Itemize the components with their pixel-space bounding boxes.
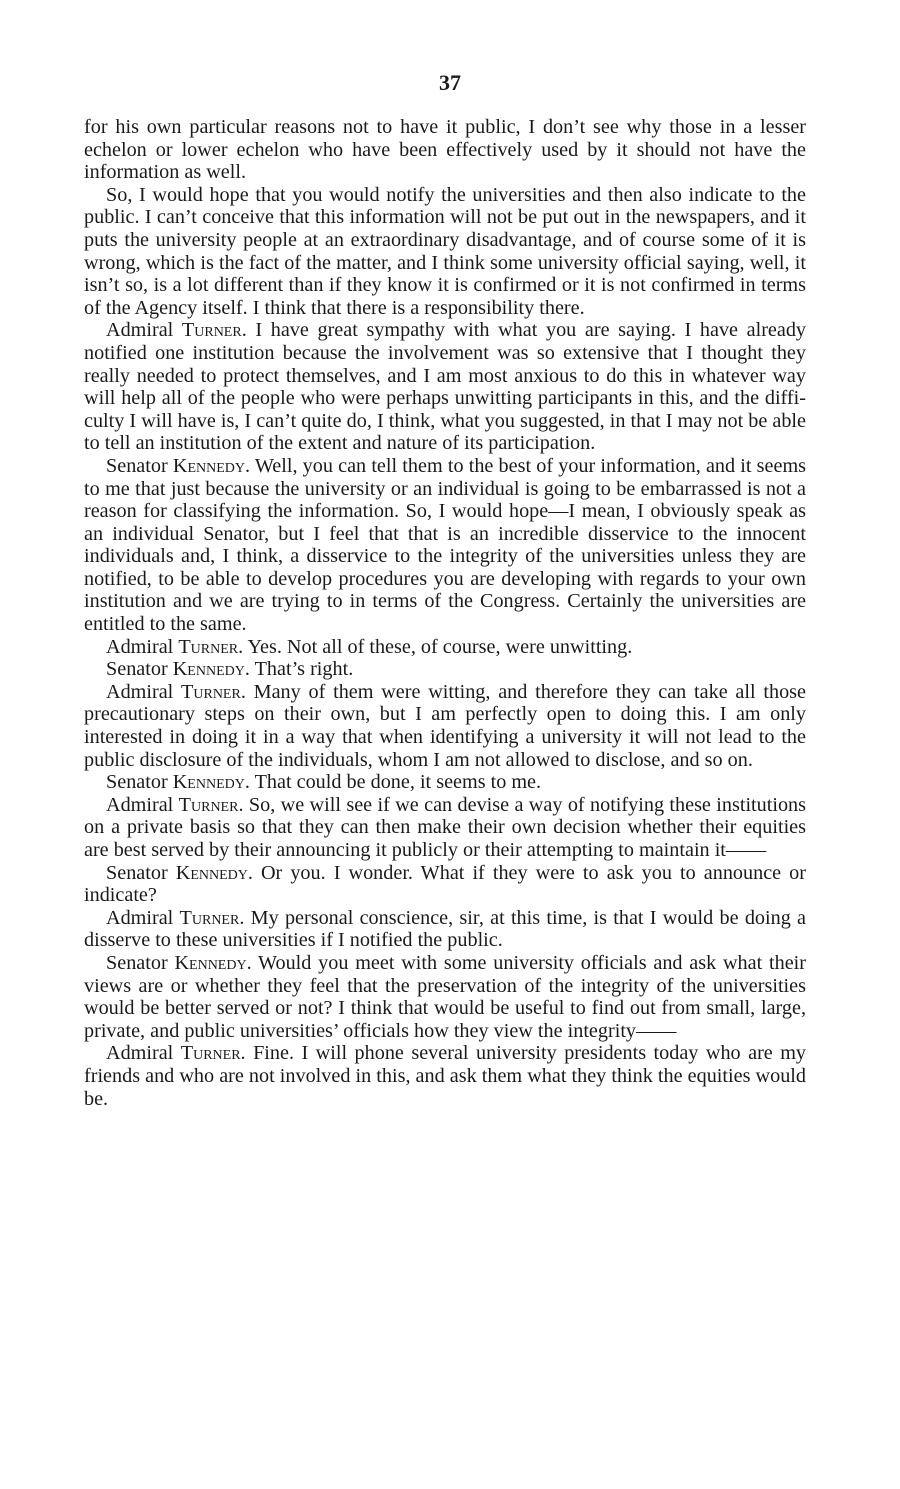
- paragraph: [84, 681, 806, 771]
- paragraph-text: Or you. I wonder. What if they were to ask you to announce or indicate?: [84, 861, 806, 907]
- speaker-title: Admiral: [106, 319, 174, 342]
- paragraph-text: My personal conscience, sir, at this time, is that I would be doing a disserve to these universities if I notified the public.: [84, 906, 807, 952]
- paragraph: [84, 658, 806, 681]
- paragraph-text: Yes. Not all of these, of course, were unwitting.: [247, 635, 633, 658]
- paragraph-text: Fine. I will phone several university presidents today who are my friends and who are not involved in this, and ask them what they think the equities would be.: [84, 1042, 807, 1110]
- speaker-title: Admiral: [106, 906, 174, 929]
- speaker-title: Admiral: [106, 793, 174, 816]
- speaker-title: Admiral: [106, 635, 174, 658]
- paragraph: [84, 319, 806, 455]
- speaker-name: Turner.: [181, 680, 246, 703]
- speaker-name: Turner.: [179, 906, 245, 929]
- paragraph: [84, 116, 806, 184]
- paragraph-text: Well, you can tell them to the best of your information, and it seems to me that just because the university or an individual is going to be embarrassed is not a reason for classifying the information. So, I would hope—I mean, I obviously speak as an individual Senator, but I feel that that is an incredible disservice to the innocent individuals and, I think, a disservice to the integrity of the universities unless they are notified, to be able to develop procedures you are developing with regards to your own institution and we are trying to in terms of the Congress. Certainly the universities are entitled to the same.: [84, 454, 807, 636]
- speaker-name: Turner.: [180, 1042, 246, 1065]
- paragraph-text: Would you meet with some university officials and ask what their views are or whether they feel that the preservation of the integrity of the universities would be better served or not? I think that would be useful to find out from small, large, private, and public universities’ officials how they view the integrity——: [84, 951, 806, 1042]
- paragraph-text: So, we will see if we can devise a way of notifying these institutions on a private basis so that they can then make their own decision whether their equities are best served by their announcing it publicly or their attempting to maintain it——: [84, 793, 807, 861]
- speaker-name: Turner.: [178, 635, 244, 658]
- speaker-name: Kennedy.: [172, 454, 251, 477]
- paragraph-text: That could be done, it seems to me.: [254, 771, 542, 794]
- speaker-title: Senator: [106, 951, 168, 974]
- paragraph: [84, 907, 806, 952]
- paragraph: [84, 455, 806, 636]
- speaker-title: Senator: [106, 861, 168, 884]
- paragraph-text: Many of them were witting, and therefore they can take all those precautionary steps on their own, but I am perfectly open to doing this. I am only interested in doing it in a way that when identifying a university it will not lead to the public disclosure of the individuals, whom I am not allowed to disclose, and so on.: [84, 680, 806, 771]
- paragraph-text: That’s right.: [254, 658, 354, 681]
- speaker-title: Senator: [106, 771, 168, 794]
- paragraph: [84, 1042, 806, 1110]
- paragraph: [84, 862, 806, 907]
- speaker-name: Kennedy.: [175, 861, 253, 884]
- paragraph: [84, 184, 806, 320]
- body-text: [84, 116, 806, 1110]
- speaker-name: Kennedy.: [172, 658, 250, 681]
- paragraph: [84, 636, 806, 659]
- paragraph-text: So, I would hope that you would notify the universities and then also indicate to the public. I can’t conceive that this information will not be put out in the newspapers, and it puts the university people at an extraordinary disadvantage, and of course some of it is wrong, which is the fact of the matter, and I think some university official saying, well, it isn’t so, is a lot different than if they know it is confirmed or it is not confirmed in terms of the Agency itself. I think that there is a responsibility there.: [84, 183, 806, 319]
- paragraph-text: I have great sympathy with what you are saying. I have already notified one institution because the involvement was so extensive that I thought they really needed to protect themselves, and I am most anxious to do this in whatever way will help all of the people who were perhaps unwitting participants in this, and the difficulty I will have is, I can’t quite do, I think, what you suggested, in that I may not be able to tell an institution of the extent and nature of its participation.: [84, 319, 807, 455]
- page-number: 37: [439, 70, 461, 95]
- speaker-name: Kennedy.: [174, 951, 252, 974]
- speaker-title: Senator: [106, 658, 168, 681]
- speaker-name: Kennedy.: [172, 771, 250, 794]
- paragraph: [84, 794, 806, 862]
- paragraph: [84, 771, 806, 794]
- paragraph-text: for his own particular reasons not to have it public, I don’t see why those in a lesser echelon or lower echelon who have been effectively used by it should not have the information as well.: [84, 116, 806, 184]
- speaker-name: Turner.: [178, 793, 244, 816]
- speaker-title: Admiral: [106, 680, 174, 703]
- speaker-title: Senator: [106, 454, 168, 477]
- speaker-name: Turner.: [181, 319, 247, 342]
- speaker-title: Admiral: [106, 1042, 174, 1065]
- paragraph: [84, 952, 806, 1042]
